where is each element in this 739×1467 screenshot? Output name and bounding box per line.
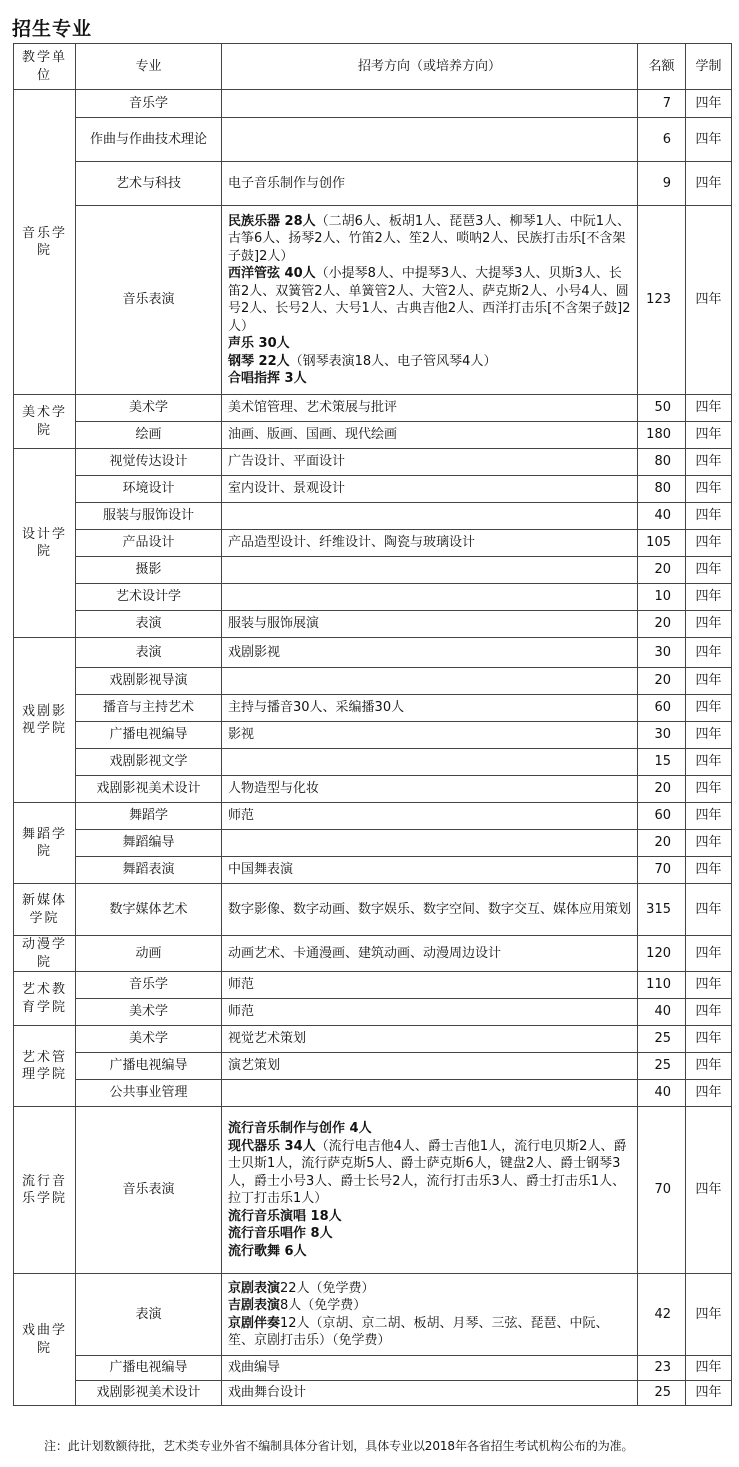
- years-cell: 四年: [686, 422, 732, 449]
- years-cell: 四年: [686, 668, 732, 695]
- direction-text: 师范: [228, 1004, 255, 1020]
- table-row: [14, 695, 732, 722]
- direction-line: [228, 1208, 631, 1226]
- direction-line: [228, 213, 631, 266]
- table-row: [14, 638, 732, 668]
- years-cell: 四年: [686, 1356, 732, 1381]
- quota-cell: 40: [638, 503, 686, 530]
- unit-cell: 舞蹈学院: [14, 803, 76, 884]
- quota-cell: 9: [638, 162, 686, 206]
- direction-cell: [222, 1080, 638, 1107]
- quota-cell: 50: [638, 395, 686, 422]
- page-title: 招生专业: [12, 18, 93, 40]
- table-row: [14, 749, 732, 776]
- direction-line: [228, 453, 631, 471]
- direction-line: [228, 1057, 631, 1075]
- quota-cell: 60: [638, 695, 686, 722]
- years-cell: 四年: [686, 972, 732, 999]
- table-row: [14, 722, 732, 749]
- direction-text: 主持与播音30人、采编播30人: [228, 700, 405, 716]
- quota-cell: 110: [638, 972, 686, 999]
- table-row: [14, 584, 732, 611]
- direction-cell: [222, 1381, 638, 1406]
- direction-text: 数字影像、数字动画、数字娱乐、数字空间、数字交互、媒体应用策划: [228, 901, 632, 917]
- table-row: [14, 1107, 732, 1274]
- direction-cell: [222, 162, 638, 206]
- years-cell: 四年: [686, 611, 732, 638]
- direction-text: 22人（免学费）: [280, 1280, 375, 1296]
- direction-text: 动画艺术、卡通漫画、建筑动画、动漫周边设计: [228, 945, 502, 961]
- direction-cell: [222, 668, 638, 695]
- direction-cell: [222, 1356, 638, 1381]
- years-cell: 四年: [686, 449, 732, 476]
- major-cell: 动画: [76, 936, 222, 972]
- direction-line: [228, 726, 631, 744]
- table-row: [14, 206, 732, 395]
- unit-cell: 新媒体学院: [14, 884, 76, 936]
- table-row: [14, 1053, 732, 1080]
- table-row: [14, 611, 732, 638]
- years-cell: 四年: [686, 1107, 732, 1274]
- direction-line: [228, 1359, 631, 1377]
- direction-line: [228, 644, 631, 662]
- major-cell: 服装与服饰设计: [76, 503, 222, 530]
- major-cell: 产品设计: [76, 530, 222, 557]
- years-cell: 四年: [686, 503, 732, 530]
- direction-line: [228, 861, 631, 879]
- direction-line: [228, 1297, 631, 1315]
- quota-cell: 10: [638, 584, 686, 611]
- header-direction: 招考方向（或培养方向）: [222, 44, 638, 90]
- years-cell: 四年: [686, 999, 732, 1026]
- major-cell: 数字媒体艺术: [76, 884, 222, 936]
- direction-text: 师范: [228, 977, 255, 993]
- table-row: [14, 395, 732, 422]
- direction-cell: [222, 722, 638, 749]
- years-cell: 四年: [686, 1381, 732, 1406]
- quota-cell: 105: [638, 530, 686, 557]
- direction-bold-label: 合唱指挥 3人: [228, 371, 307, 386]
- table-row: [14, 422, 732, 449]
- quota-cell: 25: [638, 1053, 686, 1080]
- major-cell: 美术学: [76, 1026, 222, 1053]
- direction-text: 油画、版画、国画、现代绘画: [228, 427, 398, 443]
- header-years: 学制: [686, 44, 732, 90]
- quota-cell: 20: [638, 830, 686, 857]
- major-cell: 舞蹈学: [76, 803, 222, 830]
- major-cell: 广播电视编导: [76, 1356, 222, 1381]
- direction-bold-label: 钢琴 22人: [228, 353, 290, 369]
- direction-cell: [222, 972, 638, 999]
- direction-cell: [222, 638, 638, 668]
- quota-cell: 70: [638, 1107, 686, 1274]
- quota-cell: 42: [638, 1274, 686, 1356]
- major-cell: 戏剧影视美术设计: [76, 776, 222, 803]
- direction-cell: [222, 1053, 638, 1080]
- table-row: [14, 776, 732, 803]
- quota-cell: 6: [638, 118, 686, 162]
- major-cell: 音乐学: [76, 90, 222, 118]
- direction-bold-label: 吉剧表演: [228, 1298, 281, 1313]
- quota-cell: 70: [638, 857, 686, 884]
- table-row: [14, 668, 732, 695]
- quota-cell: 7: [638, 90, 686, 118]
- quota-cell: 25: [638, 1381, 686, 1406]
- direction-cell: [222, 695, 638, 722]
- years-cell: 四年: [686, 695, 732, 722]
- table-row: [14, 936, 732, 972]
- direction-line: [228, 265, 631, 335]
- direction-text: （小提琴8人、中提琴3人、大提琴3人、贝斯3人、长笛2人、双簧管2人、单簧管2人、大管2人、萨克斯2人、小号4人、圆号2人、长号2人、大号1人、古典吉他2人、西洋打击乐[不含架子鼓]2人）: [228, 266, 631, 334]
- direction-cell: [222, 449, 638, 476]
- major-cell: 广播电视编导: [76, 1053, 222, 1080]
- direction-bold-label: 流行音乐演唱 18人: [228, 1208, 342, 1224]
- quota-cell: 123: [638, 206, 686, 395]
- quota-cell: 315: [638, 884, 686, 936]
- direction-line: [228, 1030, 631, 1048]
- direction-bold-label: 京剧伴奏: [228, 1315, 281, 1331]
- table-row: [14, 530, 732, 557]
- quota-cell: 180: [638, 422, 686, 449]
- header-quota: 名额: [638, 44, 686, 90]
- major-cell: 戏剧影视文学: [76, 749, 222, 776]
- direction-text: 8人（免学费）: [280, 1298, 367, 1313]
- years-cell: 四年: [686, 1026, 732, 1053]
- table-row: [14, 972, 732, 999]
- direction-cell: [222, 803, 638, 830]
- direction-line: [228, 780, 631, 798]
- direction-line: [228, 534, 631, 552]
- years-cell: 四年: [686, 162, 732, 206]
- direction-line: [228, 1384, 631, 1402]
- years-cell: 四年: [686, 749, 732, 776]
- direction-bold-label: 流行音乐制作与创作 4人: [228, 1121, 372, 1136]
- direction-line: [228, 976, 631, 994]
- footnote: 注：此计划数额待批，艺术类专业外省不编制具体分省计划，具体专业以2018年各省招生考试机构公布的为准。: [44, 1439, 634, 1453]
- years-cell: 四年: [686, 803, 732, 830]
- unit-cell: 美术学院: [14, 395, 76, 449]
- direction-text: （二胡6人、板胡1人、琵琶3人、柳琴1人、中阮1人、古筝6人、扬琴2人、竹笛2人、笙2人、唢呐2人、民族打击乐[不含架子鼓]2人）: [228, 213, 630, 264]
- quota-cell: 30: [638, 638, 686, 668]
- direction-line: [228, 807, 631, 825]
- direction-cell: [222, 611, 638, 638]
- years-cell: 四年: [686, 884, 732, 936]
- unit-cell: 艺术教育学院: [14, 972, 76, 1026]
- table-row: [14, 90, 732, 118]
- direction-cell: [222, 857, 638, 884]
- unit-cell: 动漫学院: [14, 936, 76, 972]
- major-cell: 绘画: [76, 422, 222, 449]
- direction-text: 视觉艺术策划: [228, 1031, 307, 1047]
- direction-cell: [222, 936, 638, 972]
- direction-cell: [222, 776, 638, 803]
- unit-cell: 流行音乐学院: [14, 1107, 76, 1274]
- table-row: [14, 884, 732, 936]
- direction-cell: [222, 1274, 638, 1356]
- major-cell: 音乐表演: [76, 206, 222, 395]
- table-row: [14, 857, 732, 884]
- direction-line: [228, 1280, 631, 1298]
- years-cell: 四年: [686, 557, 732, 584]
- years-cell: 四年: [686, 830, 732, 857]
- table-row: [14, 162, 732, 206]
- years-cell: 四年: [686, 638, 732, 668]
- table-row: [14, 1356, 732, 1381]
- table-row: [14, 1080, 732, 1107]
- table-row: [14, 449, 732, 476]
- table-row: [14, 1026, 732, 1053]
- direction-text: 演艺策划: [228, 1058, 281, 1074]
- table-row: [14, 1381, 732, 1406]
- direction-line: [228, 335, 631, 353]
- major-cell: 戏剧影视美术设计: [76, 1381, 222, 1406]
- table-row: [14, 1274, 732, 1356]
- direction-cell: [222, 557, 638, 584]
- direction-line: [228, 1225, 631, 1243]
- years-cell: 四年: [686, 1080, 732, 1107]
- table-row: [14, 118, 732, 162]
- direction-cell: [222, 90, 638, 118]
- header-major: 专业: [76, 44, 222, 90]
- years-cell: 四年: [686, 90, 732, 118]
- direction-text: 影视: [228, 727, 255, 743]
- table-row: [14, 476, 732, 503]
- direction-text: 产品造型设计、纤维设计、陶瓷与玻璃设计: [228, 535, 476, 551]
- unit-cell: 音乐学院: [14, 90, 76, 395]
- direction-line: [228, 480, 631, 498]
- direction-cell: [222, 118, 638, 162]
- direction-cell: [222, 422, 638, 449]
- direction-line: [228, 1138, 631, 1208]
- table-header-row: [14, 44, 732, 90]
- major-cell: 公共事业管理: [76, 1080, 222, 1107]
- direction-bold-label: 民族乐器 28人: [228, 213, 316, 229]
- unit-cell: 设计学院: [14, 449, 76, 638]
- years-cell: 四年: [686, 936, 732, 972]
- direction-line: [228, 615, 631, 633]
- direction-bold-label: 西洋管弦 40人: [228, 266, 316, 281]
- quota-cell: 80: [638, 449, 686, 476]
- years-cell: 四年: [686, 1274, 732, 1356]
- major-cell: 美术学: [76, 999, 222, 1026]
- table-row: [14, 999, 732, 1026]
- direction-line: [228, 945, 631, 963]
- direction-cell: [222, 206, 638, 395]
- quota-cell: 25: [638, 1026, 686, 1053]
- years-cell: 四年: [686, 1053, 732, 1080]
- major-cell: 艺术与科技: [76, 162, 222, 206]
- direction-line: [228, 370, 631, 388]
- years-cell: 四年: [686, 118, 732, 162]
- direction-line: [228, 175, 631, 193]
- direction-cell: [222, 830, 638, 857]
- quota-cell: 23: [638, 1356, 686, 1381]
- years-cell: 四年: [686, 206, 732, 395]
- major-cell: 表演: [76, 1274, 222, 1356]
- quota-cell: 30: [638, 722, 686, 749]
- direction-bold-label: 京剧表演: [228, 1280, 281, 1296]
- direction-text: 中国舞表演: [228, 862, 294, 878]
- direction-text: 电子音乐制作与创作: [228, 175, 346, 191]
- direction-cell: [222, 1107, 638, 1274]
- major-cell: 音乐表演: [76, 1107, 222, 1274]
- direction-line: [228, 353, 631, 371]
- quota-cell: 80: [638, 476, 686, 503]
- direction-line: [228, 1315, 631, 1350]
- major-cell: 艺术设计学: [76, 584, 222, 611]
- quota-cell: 20: [638, 611, 686, 638]
- major-cell: 舞蹈表演: [76, 857, 222, 884]
- years-cell: 四年: [686, 722, 732, 749]
- direction-cell: [222, 999, 638, 1026]
- direction-bold-label: 现代器乐 34人: [228, 1138, 316, 1154]
- major-cell: 舞蹈编导: [76, 830, 222, 857]
- direction-line: [228, 426, 631, 444]
- header-unit: 教学单位: [14, 44, 76, 90]
- unit-cell: 戏剧影视学院: [14, 638, 76, 803]
- unit-cell: 戏曲学院: [14, 1274, 76, 1406]
- table-row: [14, 503, 732, 530]
- table-row: [14, 803, 732, 830]
- admissions-table: [13, 43, 732, 1406]
- direction-text: 室内设计、景观设计: [228, 481, 346, 497]
- unit-cell: 艺术管理学院: [14, 1026, 76, 1107]
- table-row: [14, 557, 732, 584]
- major-cell: 表演: [76, 611, 222, 638]
- direction-text: 12人（京胡、京二胡、板胡、月琴、三弦、琵琶、中阮、笙、京剧打击乐）（免学费）: [228, 1315, 609, 1348]
- direction-text: 广告设计、平面设计: [228, 454, 346, 470]
- direction-bold-label: 流行音乐唱作 8人: [228, 1226, 333, 1241]
- direction-text: 人物造型与化妆: [228, 781, 320, 797]
- direction-cell: [222, 476, 638, 503]
- direction-text: （流行电吉他4人、爵士吉他1人，流行电贝斯2人、爵士贝斯1人，流行萨克斯5人、爵士萨克斯6人，键盘2人、爵士钢琴3人，爵士小号3人、爵士长号2人，流行打击乐3人、爵士打击乐1人、拉丁打击乐1人）: [228, 1138, 627, 1206]
- major-cell: 作曲与作曲技术理论: [76, 118, 222, 162]
- quota-cell: 20: [638, 557, 686, 584]
- major-cell: 摄影: [76, 557, 222, 584]
- direction-cell: [222, 395, 638, 422]
- years-cell: 四年: [686, 476, 732, 503]
- direction-cell: [222, 884, 638, 936]
- direction-cell: [222, 1026, 638, 1053]
- direction-cell: [222, 584, 638, 611]
- direction-text: 服装与服饰展演: [228, 616, 320, 632]
- direction-line: [228, 1120, 631, 1138]
- direction-bold-label: 流行歌舞 6人: [228, 1243, 307, 1259]
- major-cell: 音乐学: [76, 972, 222, 999]
- years-cell: 四年: [686, 530, 732, 557]
- direction-line: [228, 1003, 631, 1021]
- direction-text: 师范: [228, 808, 255, 824]
- major-cell: 美术学: [76, 395, 222, 422]
- years-cell: 四年: [686, 584, 732, 611]
- direction-text: 戏曲编导: [228, 1360, 281, 1376]
- years-cell: 四年: [686, 776, 732, 803]
- direction-text: 戏曲舞台设计: [228, 1385, 307, 1401]
- direction-cell: [222, 530, 638, 557]
- direction-cell: [222, 749, 638, 776]
- quota-cell: 20: [638, 668, 686, 695]
- major-cell: 播音与主持艺术: [76, 695, 222, 722]
- years-cell: 四年: [686, 857, 732, 884]
- major-cell: 视觉传达设计: [76, 449, 222, 476]
- quota-cell: 20: [638, 776, 686, 803]
- years-cell: 四年: [686, 395, 732, 422]
- direction-text: （钢琴表演18人、电子管风琴4人）: [289, 353, 497, 369]
- major-cell: 广播电视编导: [76, 722, 222, 749]
- direction-line: [228, 1243, 631, 1261]
- table-body: [14, 90, 732, 1406]
- direction-line: [228, 699, 631, 717]
- quota-cell: 60: [638, 803, 686, 830]
- quota-cell: 120: [638, 936, 686, 972]
- quota-cell: 40: [638, 1080, 686, 1107]
- quota-cell: 40: [638, 999, 686, 1026]
- major-cell: 表演: [76, 638, 222, 668]
- direction-line: [228, 399, 631, 417]
- direction-text: 美术馆管理、艺术策展与批评: [228, 400, 398, 416]
- direction-bold-label: 声乐 30人: [228, 336, 290, 351]
- quota-cell: 15: [638, 749, 686, 776]
- direction-cell: [222, 503, 638, 530]
- direction-line: [228, 901, 631, 919]
- major-cell: 戏剧影视导演: [76, 668, 222, 695]
- major-cell: 环境设计: [76, 476, 222, 503]
- direction-text: 戏剧影视: [228, 644, 281, 660]
- table-row: [14, 830, 732, 857]
